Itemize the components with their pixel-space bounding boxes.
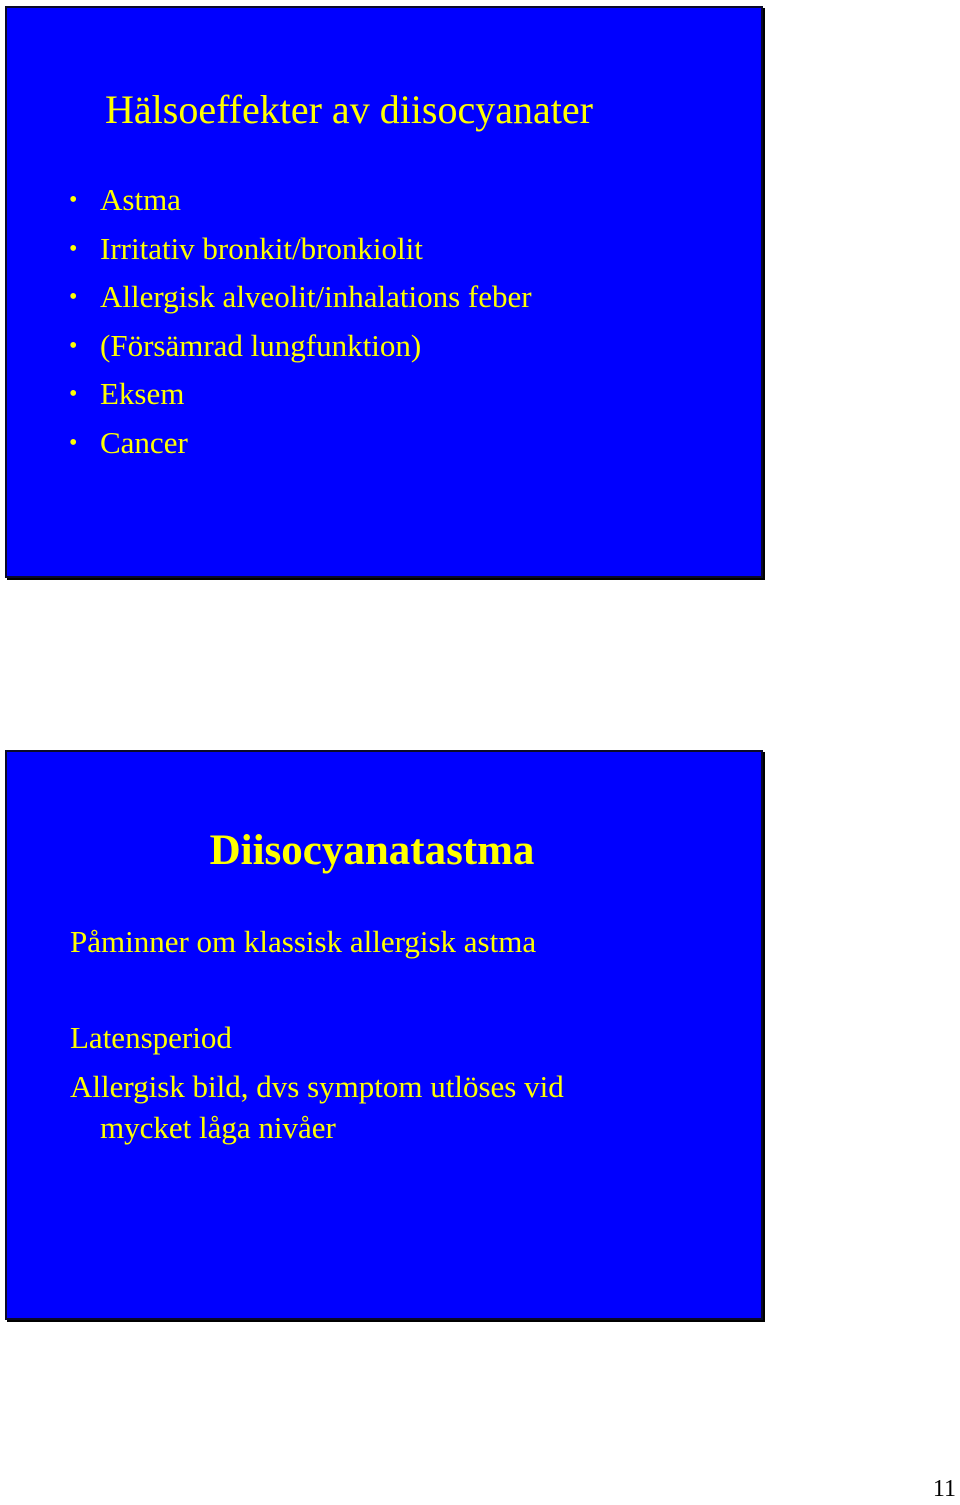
bullet-icon: •	[69, 284, 78, 311]
page-number: 11	[932, 1476, 956, 1502]
bullet-icon: •	[69, 332, 78, 359]
list-item-text: Eksem	[100, 376, 185, 412]
list-item-text: Irritativ bronkit/bronkiolit	[100, 230, 423, 266]
list-item-text: (Försämrad lungfunktion)	[100, 327, 422, 363]
bullet-icon: •	[69, 187, 78, 213]
bullet-list	[69, 182, 532, 474]
slide-2-line-allergisk-bild: Allergisk bild, dvs symptom utlöses vid	[70, 1069, 564, 1104]
list-item-text: Astma	[100, 182, 181, 217]
slide-2-title: Diisocyanatastma	[209, 827, 535, 874]
bullet-icon: •	[69, 429, 78, 456]
list-item-text: Cancer	[100, 424, 188, 460]
list-item	[69, 376, 532, 425]
bullet-icon: •	[69, 235, 78, 262]
list-item-text: Allergisk alveolit/inhalations feber	[100, 279, 532, 315]
list-item	[69, 279, 532, 328]
list-item	[69, 328, 532, 377]
list-item	[69, 425, 532, 474]
slide-2-line-paminner: Påminner om klassisk allergisk astma	[70, 924, 537, 959]
slide-2-line-continuation: mycket låga nivåer	[100, 1110, 336, 1145]
slide-1	[5, 6, 763, 578]
slide-2	[5, 750, 763, 1320]
slide-2-line-latensperiod: Latensperiod	[70, 1020, 232, 1055]
slide-1-title: Hälsoeffekter av diisocyanater	[105, 87, 593, 132]
list-item	[69, 231, 532, 280]
list-item	[69, 182, 532, 231]
bullet-icon: •	[69, 381, 78, 408]
